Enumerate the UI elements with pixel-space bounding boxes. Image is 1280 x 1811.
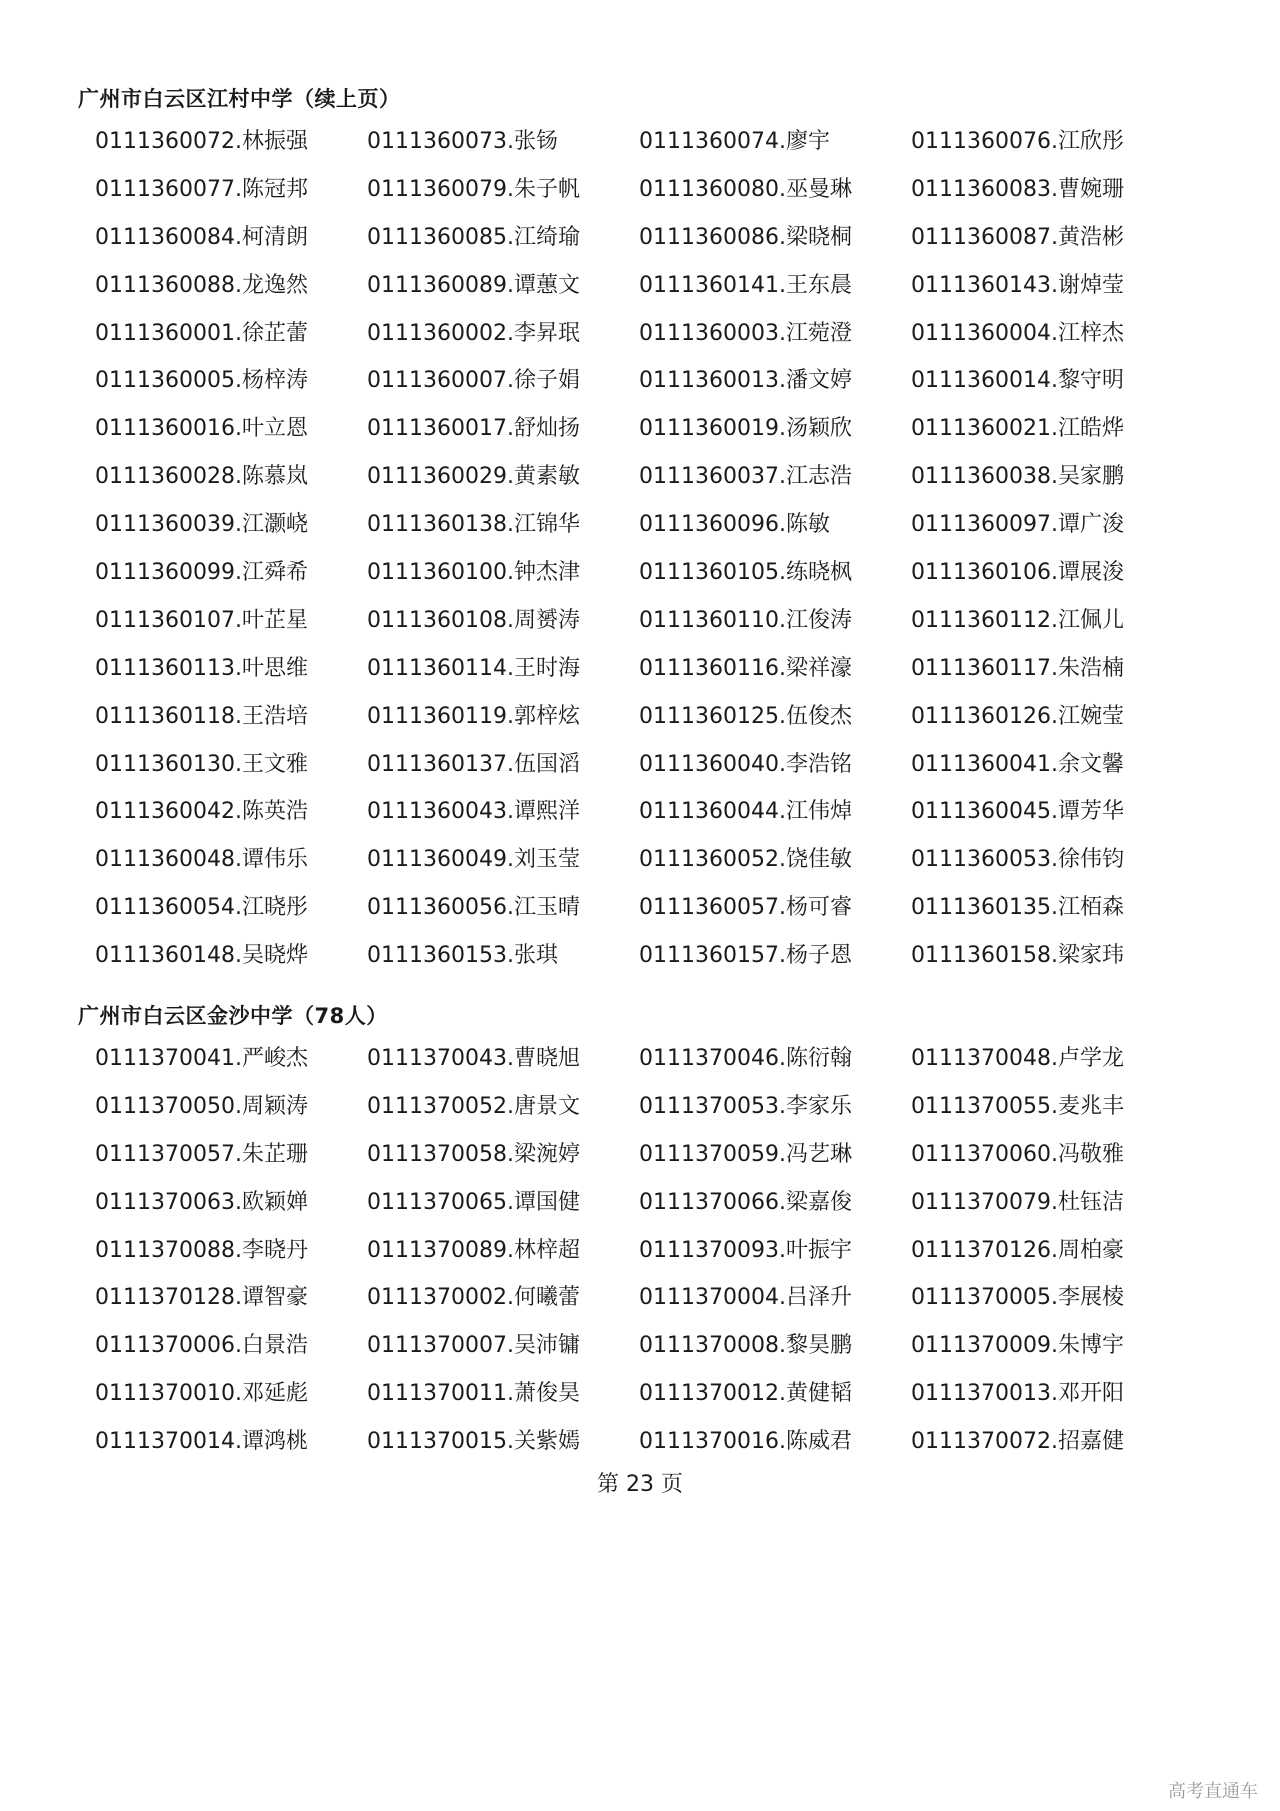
list-item: 0111360049.刘玉莹 [367, 847, 580, 873]
list-item: 0111360038.吴家鹏 [911, 464, 1124, 490]
list-item: 0111360074.廖宇 [639, 129, 830, 154]
list-item: 0111360088.龙逸然 [95, 272, 308, 298]
list-item: 0111360138.江锦华 [367, 512, 580, 538]
student-list [78, 1035, 1138, 1466]
list-item: 0111360004.江梓杰 [911, 320, 1124, 346]
list-item: 0111360076.江欣彤 [911, 129, 1124, 154]
list-item: 0111360085.江绮瑜 [367, 224, 580, 250]
list-item: 0111360116.梁祥濠 [639, 655, 852, 681]
list-item: 0111360105.练晓枫 [639, 560, 852, 586]
list-item: 0111370012.黄健韬 [639, 1381, 852, 1407]
list-item: 0111360057.杨可睿 [639, 895, 852, 921]
list-item: 0111370053.李家乐 [639, 1093, 852, 1119]
list-item: 0111360107.叶芷星 [95, 607, 308, 633]
list-item: 0111360040.李浩铭 [639, 751, 852, 777]
list-item: 0111370010.邓延彪 [95, 1381, 308, 1407]
list-item: 0111360084.柯清朗 [95, 224, 308, 250]
list-item: 0111360135.江栢森 [911, 895, 1124, 921]
list-item: 0111360137.伍国滔 [367, 751, 580, 777]
list-item: 0111360087.黄浩彬 [911, 224, 1124, 250]
list-item: 0111370016.陈威君 [639, 1429, 852, 1455]
list-item: 0111360110.江俊涛 [639, 607, 852, 633]
list-item: 0111360158.梁家玮 [911, 943, 1124, 969]
list-item: 0111370004.吕泽升 [639, 1285, 852, 1311]
list-item: 0111360143.谢焯莹 [911, 272, 1124, 298]
list-item: 0111370015.关紫嫣 [367, 1429, 580, 1455]
list-item: 0111360096.陈敏 [639, 512, 830, 538]
list-item: 0111360083.曹婉珊 [911, 176, 1124, 202]
list-item: 0111370043.曹晓旭 [367, 1046, 580, 1071]
list-item: 0111370050.周颖涛 [95, 1093, 308, 1119]
list-item: 0111360052.饶佳敏 [639, 847, 852, 873]
list-item: 0111360100.钟杰津 [367, 560, 580, 586]
list-item: 0111360017.舒灿扬 [367, 416, 580, 442]
section-jinsha [78, 997, 1138, 1466]
list-item: 0111370065.谭国健 [367, 1189, 580, 1215]
list-item: 0111360013.潘文婷 [639, 368, 852, 394]
list-item: 0111360126.江婉莹 [911, 703, 1124, 729]
list-item: 0111370005.李展棱 [911, 1285, 1124, 1311]
list-item: 0111370055.麦兆丰 [911, 1093, 1124, 1119]
list-item: 0111360148.吴晓烨 [95, 943, 308, 969]
list-item: 0111360053.徐伟钧 [911, 847, 1124, 873]
list-item: 0111370052.唐景文 [367, 1093, 580, 1119]
list-item: 0111360048.谭伟乐 [95, 847, 308, 873]
list-item: 0111370008.黎昊鹏 [639, 1333, 852, 1359]
list-item: 0111360073.张钖 [367, 129, 558, 154]
list-item: 0111370060.冯敬雅 [911, 1141, 1124, 1167]
list-item: 0111360112.江佩儿 [911, 607, 1124, 633]
list-item: 0111370079.杜钰洁 [911, 1189, 1124, 1215]
list-item: 0111360002.李昇珉 [367, 320, 580, 346]
list-item: 0111360001.徐芷蕾 [95, 320, 308, 346]
watermark: 高考直通车 [1168, 1781, 1258, 1802]
list-item: 0111360117.朱浩楠 [911, 655, 1124, 681]
list-item: 0111370058.梁涴婷 [367, 1141, 580, 1167]
list-item: 0111360003.江菀澄 [639, 320, 852, 346]
page-number: 第 23 页 [597, 1472, 683, 1497]
list-item: 0111360153.张琪 [367, 943, 558, 969]
list-item: 0111360113.叶思维 [95, 655, 308, 681]
list-item: 0111370041.严峻杰 [95, 1046, 308, 1071]
list-item: 0111360130.王文雅 [95, 751, 308, 777]
list-item: 0111370063.欧颖婵 [95, 1189, 308, 1215]
list-item: 0111360044.江伟焯 [639, 799, 852, 825]
list-item: 0111370006.白景浩 [95, 1333, 308, 1359]
list-item: 0111360097.谭广浚 [911, 512, 1124, 538]
list-item: 0111360079.朱子帆 [367, 176, 580, 202]
list-item: 0111370089.林梓超 [367, 1237, 580, 1263]
list-item: 0111360042.陈英浩 [95, 799, 308, 825]
list-item: 0111360005.杨梓涛 [95, 368, 308, 394]
section-title: 广州市白云区金沙中学（78人） [78, 1004, 388, 1028]
section-title: 广州市白云区江村中学（续上页） [78, 87, 401, 111]
list-item: 0111360019.汤颖欣 [639, 416, 852, 442]
list-item: 0111360125.伍俊杰 [639, 703, 852, 729]
list-item: 0111370059.冯艺琳 [639, 1141, 852, 1167]
list-item: 0111370046.陈衍翰 [639, 1046, 852, 1071]
list-item: 0111360039.江灏峣 [95, 512, 308, 538]
list-item: 0111360077.陈冠邦 [95, 176, 308, 202]
list-item: 0111360014.黎守明 [911, 368, 1124, 394]
list-item: 0111370048.卢学龙 [911, 1046, 1124, 1071]
list-item: 0111370057.朱芷珊 [95, 1141, 308, 1167]
list-item: 0111370013.邓开阳 [911, 1381, 1124, 1407]
list-item: 0111370066.梁嘉俊 [639, 1189, 852, 1215]
list-item: 0111370002.何曦蕾 [367, 1285, 580, 1311]
list-item: 0111360054.江晓彤 [95, 895, 308, 921]
list-item: 0111360021.江皓烨 [911, 416, 1124, 442]
list-item: 0111360141.王东晨 [639, 272, 852, 298]
list-item: 0111370011.萧俊昊 [367, 1381, 580, 1407]
list-item: 0111370126.周柏豪 [911, 1237, 1124, 1263]
list-item: 0111370088.李晓丹 [95, 1237, 308, 1263]
list-item: 0111370093.叶振宇 [639, 1237, 852, 1263]
list-item: 0111360043.谭熙洋 [367, 799, 580, 825]
list-item: 0111360089.谭蕙文 [367, 272, 580, 298]
list-item: 0111360108.周赟涛 [367, 607, 580, 633]
list-item: 0111370009.朱博宇 [911, 1333, 1124, 1359]
list-item: 0111360041.余文馨 [911, 751, 1124, 777]
list-item: 0111360119.郭梓炫 [367, 703, 580, 729]
list-item: 0111360114.王时海 [367, 655, 580, 681]
list-item: 0111360080.巫曼琳 [639, 176, 852, 202]
list-item: 0111360099.江舜希 [95, 560, 308, 586]
list-item: 0111360118.王浩培 [95, 703, 308, 729]
section-jiangcun [78, 80, 1138, 980]
list-item: 0111360157.杨子恩 [639, 943, 852, 969]
list-item: 0111360056.江玉晴 [367, 895, 580, 921]
list-item: 0111370128.谭智豪 [95, 1285, 308, 1311]
list-item: 0111360028.陈慕岚 [95, 464, 308, 490]
list-item: 0111360007.徐子娟 [367, 368, 580, 394]
list-item: 0111370072.招嘉健 [911, 1429, 1124, 1455]
list-item: 0111360016.叶立恩 [95, 416, 308, 442]
student-list [78, 118, 1138, 980]
list-item: 0111370007.吴沛镛 [367, 1333, 580, 1359]
list-item: 0111360029.黄素敏 [367, 464, 580, 490]
list-item: 0111370014.谭鸿桃 [95, 1429, 308, 1455]
list-item: 0111360037.江志浩 [639, 464, 852, 490]
list-item: 0111360045.谭芳华 [911, 799, 1124, 825]
list-item: 0111360086.梁晓桐 [639, 224, 852, 250]
list-item: 0111360106.谭展浚 [911, 560, 1124, 586]
list-item: 0111360072.林振强 [95, 129, 308, 154]
